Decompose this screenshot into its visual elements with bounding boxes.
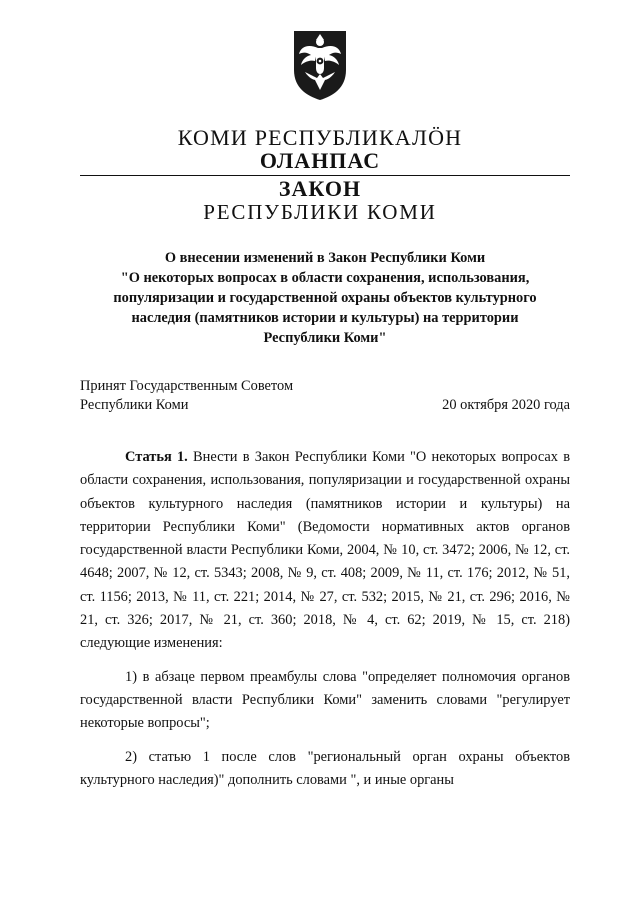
article-1-text: Внести в Закон Республики Коми "О некоторых вопросах в области сохранения, использования, популяризации и государственной охраны объектов культурного наследия (памятников истории и культуры) на территории Республики Коми" (Ведомости нормативных актов органов государственной власти Республики Коми, 2004, № 10, ст. 3472; 2006, № 12, ст. 4648; 2007, № 12, ст. 5343; 2008, № 9, ст. 408; 2009, № 11, ст. 176; 2012, № 51, ст. 1156; 2013, № 11, ст. 221; 2014, № 27, ст. 532; 2015, № 21, ст. 296; 2016, № 21, ст. 326; 2017, № 21, ст. 360; 2018, № 4, ст. 62; 2019, № 15, ст. 218) следующие изменения:: [80, 449, 571, 652]
article-1-label: Статья 1.: [125, 449, 188, 465]
law-body: [80, 446, 570, 792]
law-title-line: О внесении изменений в Закон Республики Коми: [164, 250, 486, 266]
amendment-item-1: 1) в абзаце первом преамбулы слова "определяет полномочия органов государственной власти Республики Коми" заменить словами "регулирует некоторые вопросы";: [80, 668, 570, 732]
adopted-by-line1: Принят Государственным Советом: [80, 378, 294, 394]
law-title-line: популяризации и государственной охраны объектов культурного: [113, 290, 537, 306]
komi-coat-of-arms-icon: [291, 28, 349, 102]
komi-law-heading: ОЛАНПАС: [259, 148, 381, 173]
adopted-by-line2: Республики Коми: [80, 397, 189, 413]
law-title-line: "О некоторых вопросах в области сохранения, использования,: [120, 270, 530, 286]
republic-heading: РЕСПУБЛИКИ КОМИ: [203, 200, 437, 224]
law-title-line: наследия (памятников истории и культуры) на территории: [131, 310, 519, 326]
amendment-item-2: 2) статью 1 после слов "региональный орган охраны объектов культурного наследия)" дополнить словами ", и иные органы: [80, 748, 570, 788]
adoption-date: 20 октября 2020 года: [442, 397, 570, 413]
law-heading: ЗАКОН: [278, 176, 362, 201]
law-title: [80, 248, 570, 348]
komi-republic-heading: КОМИ РЕСПУБЛИКАЛÖН: [177, 125, 463, 150]
law-title-line: Республики Коми": [263, 330, 387, 346]
adoption-block: [80, 377, 570, 415]
article-1-paragraph: [80, 446, 570, 656]
